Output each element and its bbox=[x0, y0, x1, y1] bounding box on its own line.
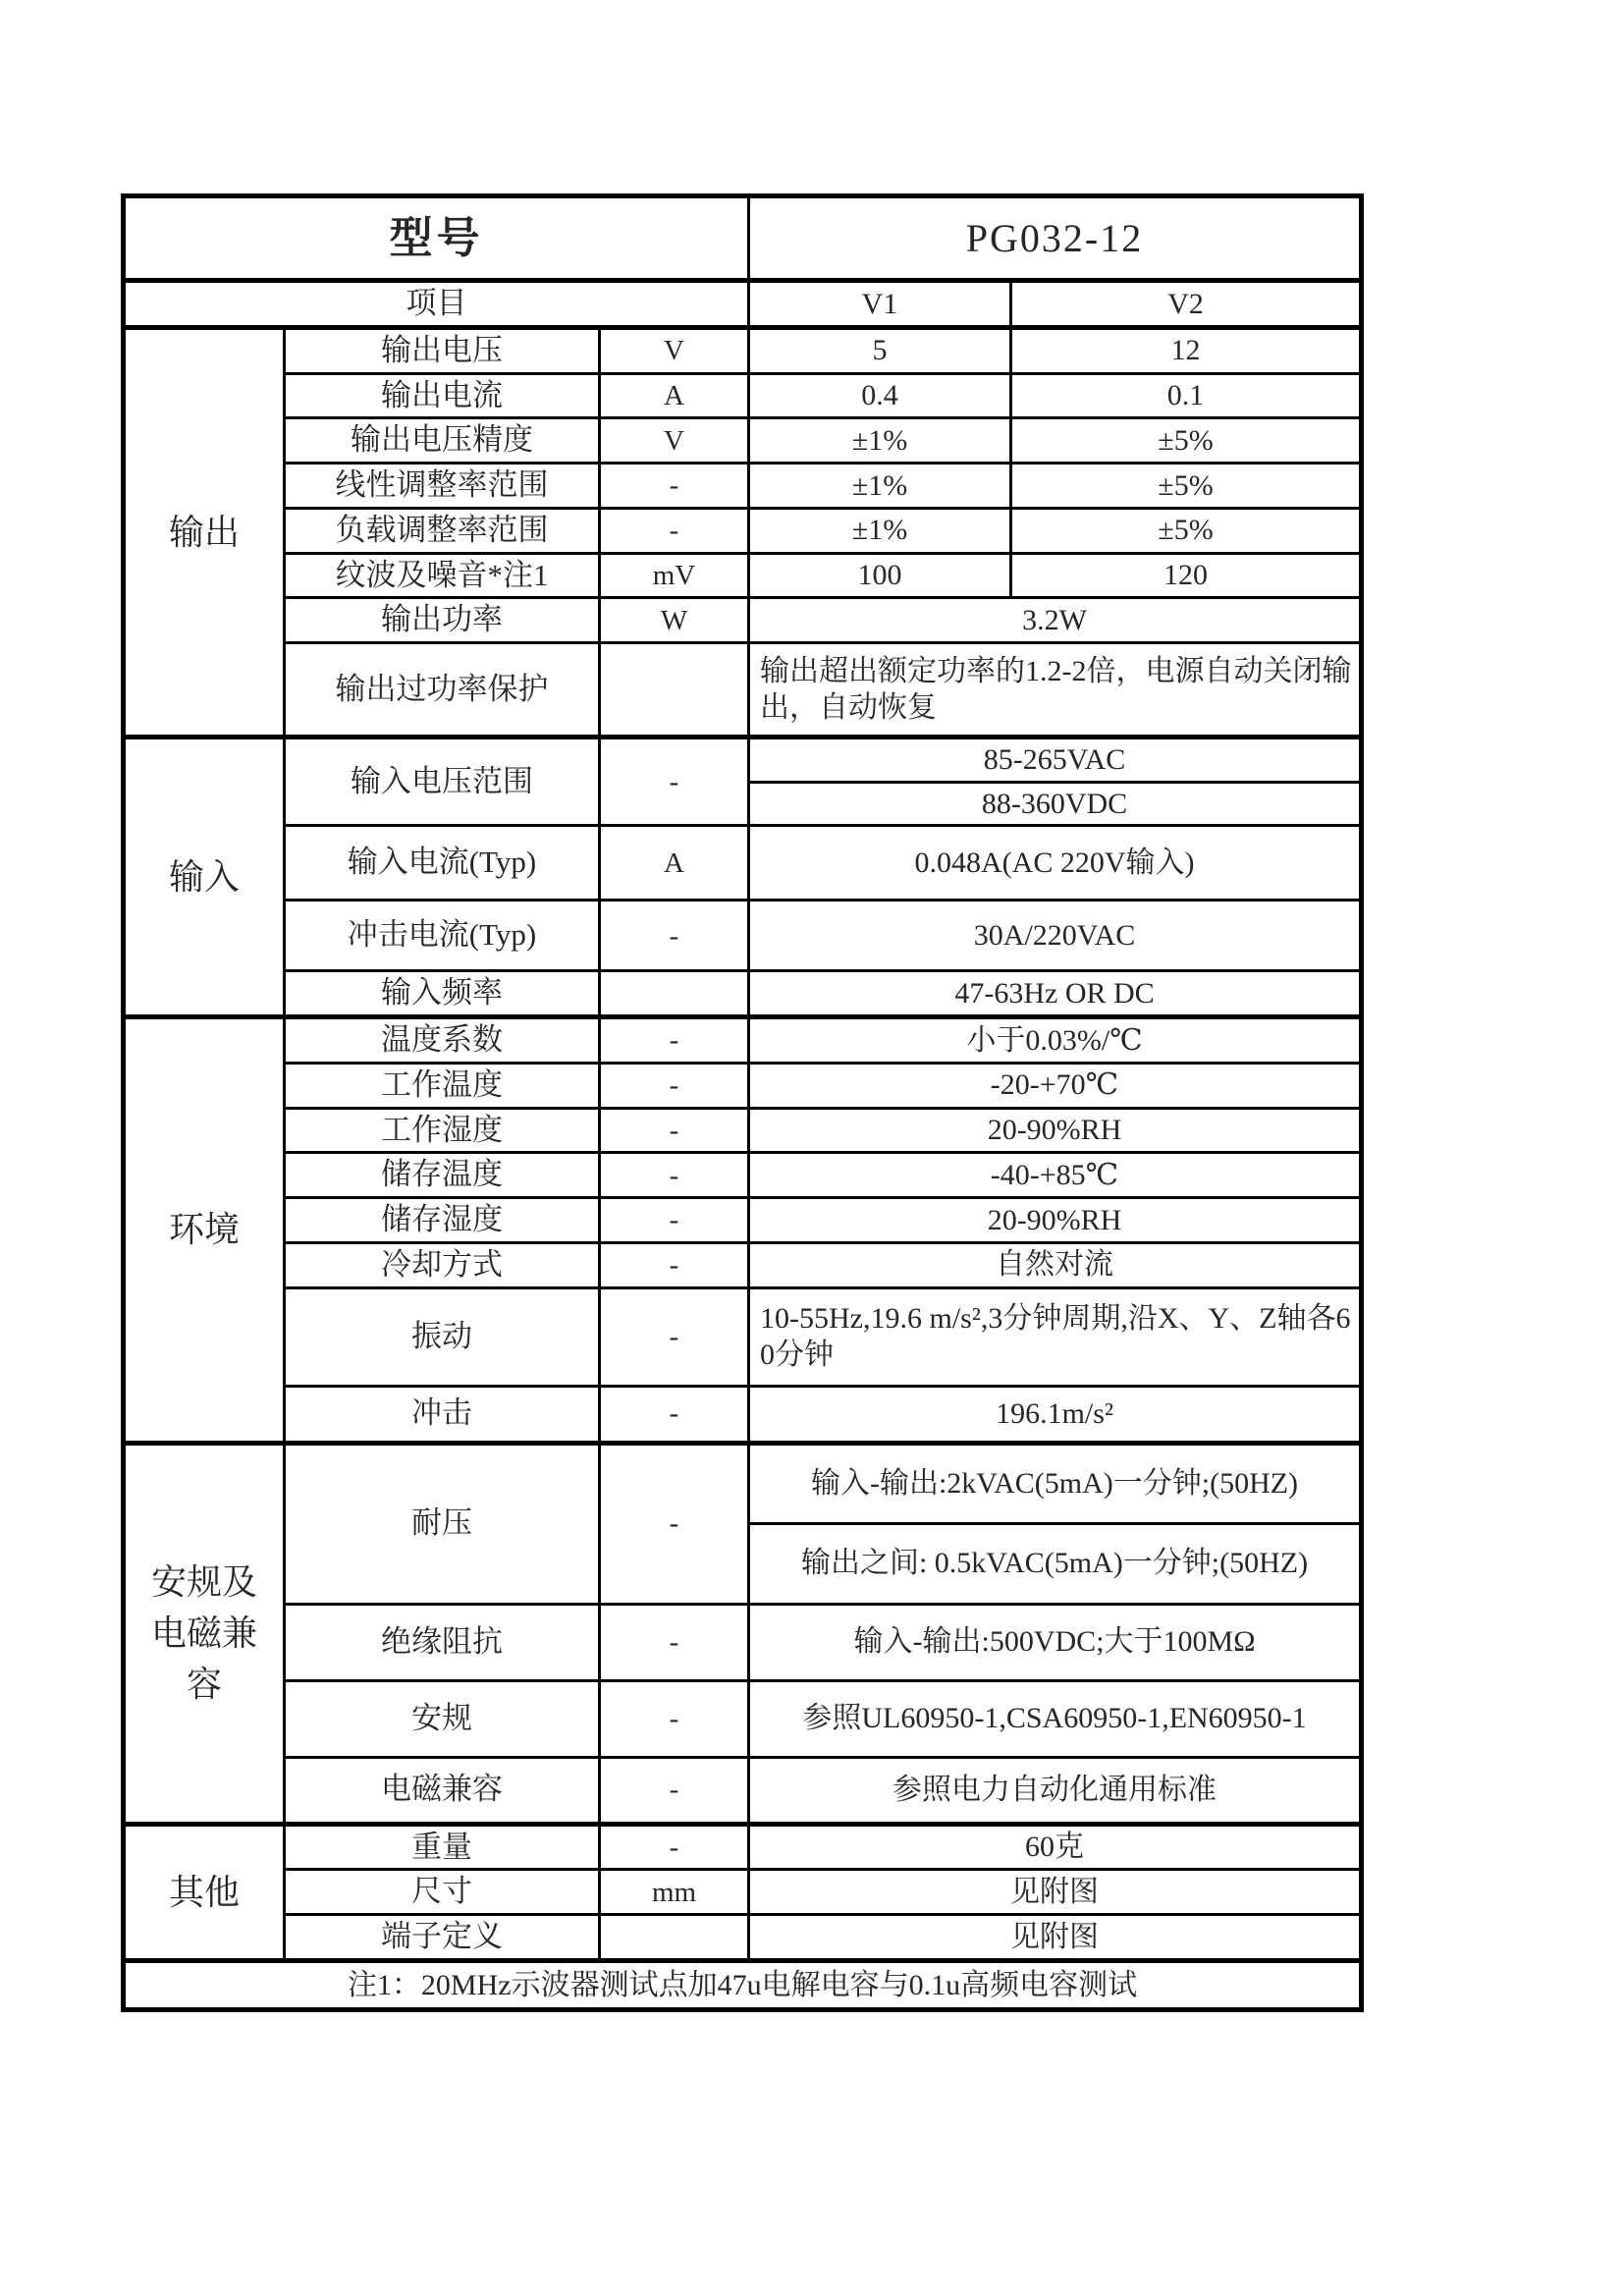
value-cell-span: 输入-输出:2kVAC(5mA)一分钟;(50HZ) bbox=[749, 1443, 1362, 1523]
item-name-cell: 工作湿度 bbox=[285, 1108, 600, 1153]
value-cell-v2: ±5% bbox=[1011, 418, 1362, 464]
unit-cell: - bbox=[600, 1287, 749, 1386]
value-cell-v1: ±1% bbox=[749, 508, 1011, 553]
value-cell-span: 输出之间: 0.5kVAC(5mA)一分钟;(50HZ) bbox=[749, 1523, 1362, 1604]
value-cell-v2: ±5% bbox=[1011, 508, 1362, 553]
unit-cell: - bbox=[600, 1063, 749, 1108]
item-name-cell: 输出电压 bbox=[285, 327, 600, 373]
value-cell-v1: ±1% bbox=[749, 464, 1011, 509]
footnote: 注1：20MHz示波器测试点加47u电解电容与0.1u高频电容测试 bbox=[124, 1960, 1362, 2009]
unit-cell bbox=[600, 971, 749, 1017]
unit-cell bbox=[600, 643, 749, 738]
value-cell-span: 3.2W bbox=[749, 598, 1362, 643]
model-value: PG032-12 bbox=[749, 196, 1362, 281]
section-label-output: 输出 bbox=[124, 327, 285, 738]
value-cell-span: 见附图 bbox=[749, 1915, 1362, 1961]
unit-cell: A bbox=[600, 826, 749, 901]
item-name-cell: 温度系数 bbox=[285, 1017, 600, 1064]
value-cell-span: -40-+85℃ bbox=[749, 1153, 1362, 1198]
item-name-cell: 工作温度 bbox=[285, 1063, 600, 1108]
value-cell-v1: ±1% bbox=[749, 418, 1011, 464]
items-header-label: 项目 bbox=[124, 281, 749, 328]
value-cell-span: 88-360VDC bbox=[749, 782, 1362, 826]
value-cell-v1: 5 bbox=[749, 327, 1011, 373]
value-cell-v2: 12 bbox=[1011, 327, 1362, 373]
unit-cell bbox=[600, 1915, 749, 1961]
value-cell-span: 参照UL60950-1,CSA60950-1,EN60950-1 bbox=[749, 1680, 1362, 1757]
item-name-cell: 纹波及噪音*注1 bbox=[285, 553, 600, 598]
value-cell-v2: 0.1 bbox=[1011, 373, 1362, 418]
unit-cell: - bbox=[600, 738, 749, 826]
unit-cell: mV bbox=[600, 553, 749, 598]
unit-cell: - bbox=[600, 1680, 749, 1757]
item-name-cell: 储存温度 bbox=[285, 1153, 600, 1198]
value-cell-span: 20-90%RH bbox=[749, 1108, 1362, 1153]
value-cell-span: 输入-输出:500VDC;大于100MΩ bbox=[749, 1604, 1362, 1680]
value-cell-span: 196.1m/s² bbox=[749, 1386, 1362, 1443]
unit-cell: - bbox=[600, 1757, 749, 1824]
section-label-environment: 环境 bbox=[124, 1017, 285, 1444]
item-name-cell: 冲击电流(Typ) bbox=[285, 901, 600, 971]
item-name-cell: 输出电流 bbox=[285, 373, 600, 418]
unit-cell: - bbox=[600, 1153, 749, 1198]
section-label-input: 输入 bbox=[124, 738, 285, 1017]
item-name-cell: 负载调整率范围 bbox=[285, 508, 600, 553]
value-cell-v1: 0.4 bbox=[749, 373, 1011, 418]
unit-cell: W bbox=[600, 598, 749, 643]
value-cell-span: -20-+70℃ bbox=[749, 1063, 1362, 1108]
unit-cell: - bbox=[600, 508, 749, 553]
section-label-safety-emc: 安规及电磁兼容 bbox=[124, 1443, 285, 1824]
value-cell-v2: 120 bbox=[1011, 553, 1362, 598]
section-label-other: 其他 bbox=[124, 1824, 285, 1960]
value-cell-span: 85-265VAC bbox=[749, 738, 1362, 783]
spec-table bbox=[121, 193, 1364, 2012]
value-cell-span: 60克 bbox=[749, 1824, 1362, 1870]
item-name-cell: 输入电流(Typ) bbox=[285, 826, 600, 901]
value-cell-v2: ±5% bbox=[1011, 464, 1362, 509]
value-cell-span: 小于0.03%/℃ bbox=[749, 1017, 1362, 1064]
item-name-cell: 线性调整率范围 bbox=[285, 464, 600, 509]
value-cell-span: 输出超出额定功率的1.2-2倍，电源自动关闭输出，自动恢复 bbox=[749, 643, 1362, 738]
item-name-cell: 安规 bbox=[285, 1680, 600, 1757]
item-name-cell: 输入电压范围 bbox=[285, 738, 600, 826]
value-cell-span: 参照电力自动化通用标准 bbox=[749, 1757, 1362, 1824]
unit-cell: - bbox=[600, 1386, 749, 1443]
item-name-cell: 振动 bbox=[285, 1287, 600, 1386]
item-name-cell: 耐压 bbox=[285, 1443, 600, 1604]
item-name-cell: 重量 bbox=[285, 1824, 600, 1870]
unit-cell: - bbox=[600, 464, 749, 509]
item-name-cell: 冷却方式 bbox=[285, 1242, 600, 1287]
unit-cell: - bbox=[600, 1108, 749, 1153]
value-cell-span: 0.048A(AC 220V输入) bbox=[749, 826, 1362, 901]
value-cell-v1: 100 bbox=[749, 553, 1011, 598]
value-cell-span: 47-63Hz OR DC bbox=[749, 971, 1362, 1017]
unit-cell: V bbox=[600, 418, 749, 464]
item-name-cell: 冲击 bbox=[285, 1386, 600, 1443]
value-cell-span: 30A/220VAC bbox=[749, 901, 1362, 971]
item-name-cell: 绝缘阻抗 bbox=[285, 1604, 600, 1680]
unit-cell: - bbox=[600, 1242, 749, 1287]
unit-cell: - bbox=[600, 1198, 749, 1243]
column-header-v2: V2 bbox=[1011, 281, 1362, 328]
unit-cell: - bbox=[600, 1604, 749, 1680]
unit-cell: mm bbox=[600, 1870, 749, 1915]
value-cell-span: 自然对流 bbox=[749, 1242, 1362, 1287]
item-name-cell: 端子定义 bbox=[285, 1915, 600, 1961]
model-label: 型号 bbox=[124, 196, 749, 281]
unit-cell: - bbox=[600, 1443, 749, 1604]
item-name-cell: 储存湿度 bbox=[285, 1198, 600, 1243]
item-name-cell: 输出过功率保护 bbox=[285, 643, 600, 738]
unit-cell: - bbox=[600, 1017, 749, 1064]
item-name-cell: 输出功率 bbox=[285, 598, 600, 643]
unit-cell: - bbox=[600, 1824, 749, 1870]
unit-cell: V bbox=[600, 327, 749, 373]
unit-cell: - bbox=[600, 901, 749, 971]
unit-cell: A bbox=[600, 373, 749, 418]
item-name-cell: 尺寸 bbox=[285, 1870, 600, 1915]
column-header-v1: V1 bbox=[749, 281, 1011, 328]
value-cell-span: 见附图 bbox=[749, 1870, 1362, 1915]
item-name-cell: 输入频率 bbox=[285, 971, 600, 1017]
value-cell-span: 10-55Hz,19.6 m/s²,3分钟周期,沿X、Y、Z轴各60分钟 bbox=[749, 1287, 1362, 1386]
value-cell-span: 20-90%RH bbox=[749, 1198, 1362, 1243]
item-name-cell: 电磁兼容 bbox=[285, 1757, 600, 1824]
item-name-cell: 输出电压精度 bbox=[285, 418, 600, 464]
